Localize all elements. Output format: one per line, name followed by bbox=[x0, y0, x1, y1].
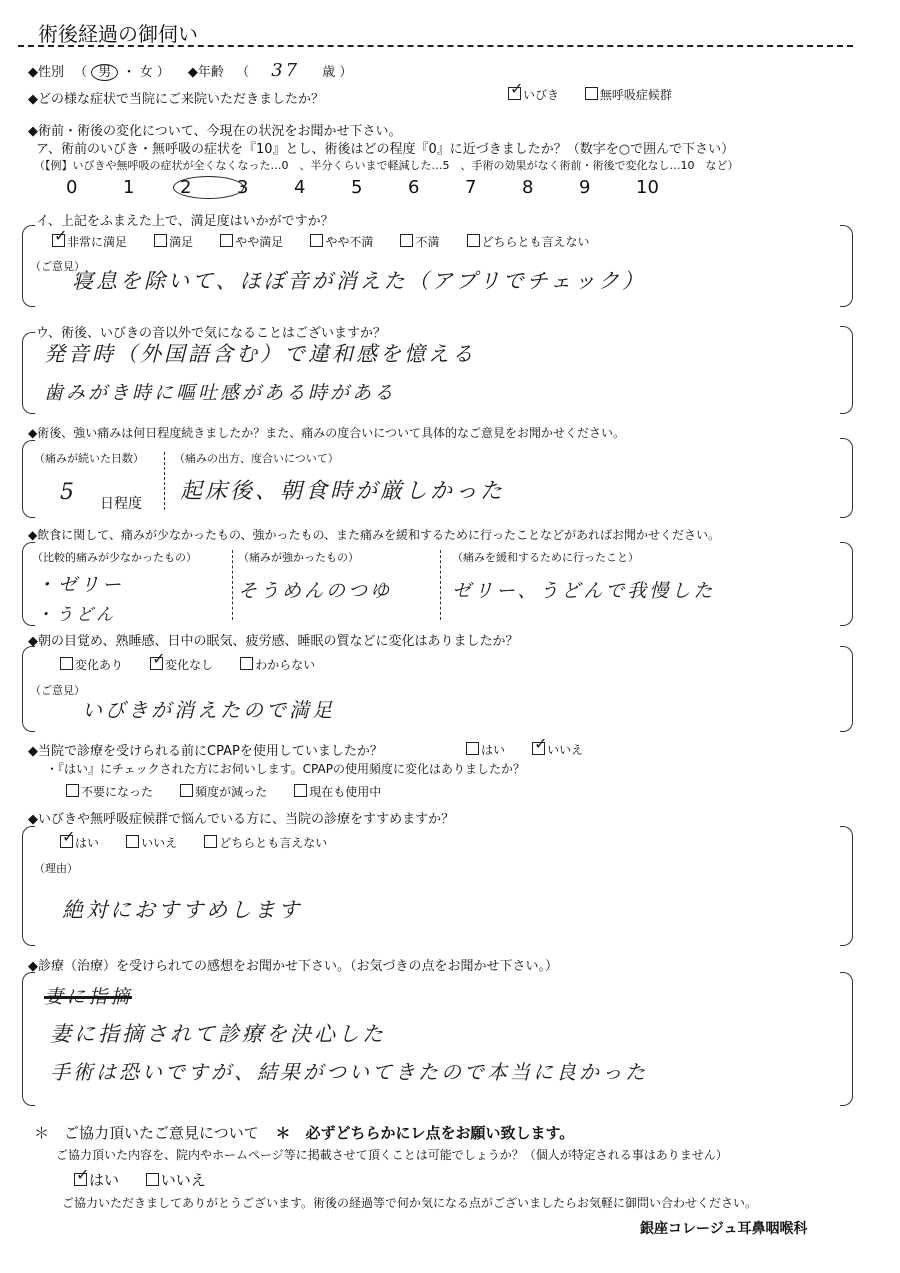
recommend-no-checkbox[interactable] bbox=[126, 835, 139, 848]
impression-struck-text: 妻に指摘 bbox=[44, 986, 133, 1008]
cpap-options bbox=[466, 739, 605, 758]
footer-thanks: ご協力いただきましてありがとうございます。術後の経過等で何か気になる点がございましたらお気軽に御問い合わせください。 bbox=[62, 1196, 758, 1210]
food-bracket-right bbox=[840, 542, 853, 626]
footer-options bbox=[74, 1169, 228, 1190]
food-col3-value[interactable]: ゼリー、うどんで我慢した bbox=[452, 580, 716, 602]
scale-3[interactable]: 3 bbox=[237, 177, 249, 198]
satisfaction-bracket-right bbox=[840, 225, 853, 307]
recommend-reason-label: （理由） bbox=[34, 862, 78, 875]
cpap-reduced-checkbox[interactable] bbox=[180, 784, 193, 797]
pain-degree-value[interactable]: 起床後、朝食時が厳しかった bbox=[180, 479, 506, 504]
recommend-yes-label: はい bbox=[75, 836, 100, 850]
sleep-changed-label: 変化あり bbox=[75, 658, 124, 672]
sleep-opinion[interactable]: いびきが消えたので満足 bbox=[82, 698, 335, 722]
cpap-still-using-checkbox[interactable] bbox=[294, 784, 307, 797]
recommend-bracket-left bbox=[22, 826, 35, 946]
cpap-sub-question: ・『はい』にチェックされた方にお伺いします。CPAPの使用頻度に変化はありましたか？ bbox=[46, 762, 525, 776]
publish-yes-checkbox[interactable] bbox=[74, 1173, 87, 1186]
other-question: ウ、術後、いびきの音以外で気になることはございますか？ bbox=[36, 326, 386, 341]
food-col1-label: （比較的痛みが少なかったもの） bbox=[32, 551, 197, 564]
gender-label: ◆性別 bbox=[28, 65, 64, 80]
sleep-unknown-checkbox[interactable] bbox=[240, 657, 253, 670]
sat-neutral-checkbox[interactable] bbox=[467, 234, 480, 247]
scale-9[interactable]: 9 bbox=[579, 177, 591, 198]
recommend-yes-checkbox[interactable] bbox=[60, 835, 73, 848]
food-col1-value2[interactable]: ・うどん bbox=[36, 605, 116, 625]
sat-somewhat-satisfied-checkbox[interactable] bbox=[220, 234, 233, 247]
age-label: ◆年齢 bbox=[187, 65, 224, 80]
age-value[interactable]: 37 bbox=[271, 60, 301, 81]
cpap-sub-options bbox=[66, 781, 403, 800]
food-divider-2 bbox=[440, 550, 441, 620]
scale-5[interactable]: 5 bbox=[351, 177, 363, 198]
gender-separator: ・ bbox=[122, 65, 136, 80]
impression-line2[interactable]: 手術は恐いですが、結果がついてきたので本当に良かった bbox=[50, 1060, 648, 1084]
sat-dissatisfied-label: 不満 bbox=[415, 235, 440, 249]
sat-very-satisfied-checkbox[interactable] bbox=[52, 234, 65, 247]
basic-info-row: ◆性別 （ 男 ・ 女 ） ◆年齢 （ 37 歳 ） bbox=[28, 60, 353, 81]
impression-question: ◆診療（治療）を受けられての感想をお聞かせ下さい。（お気づきの点をお聞かせ下さい。） bbox=[28, 959, 558, 974]
impression-line1[interactable]: 妻に指摘されて診療を決心した bbox=[50, 1022, 386, 1046]
sleep-opinion-label: （ご意見） bbox=[30, 684, 85, 697]
satisfaction-opinion-label: （ご意見） bbox=[30, 260, 85, 273]
change-question: ◆術前・術後の変化について、今現在の状況をお聞かせ下さい。 bbox=[28, 124, 402, 139]
change-scale bbox=[66, 176, 693, 199]
sleep-unknown-label: わからない bbox=[255, 658, 316, 672]
sleep-unchanged-label: 変化なし bbox=[165, 658, 214, 672]
other-bracket-right bbox=[840, 326, 853, 414]
page-title: 術後経過の御伺い bbox=[38, 22, 198, 46]
recommend-neutral-checkbox[interactable] bbox=[204, 835, 217, 848]
satisfaction-question: イ、上記をふまえた上で、満足度はいかがですか？ bbox=[36, 214, 334, 229]
scale-1[interactable]: 1 bbox=[123, 177, 135, 198]
clinic-name: 銀座コレージュ耳鼻咽喉科 bbox=[640, 1221, 808, 1237]
cpap-reduced-label: 頻度が減った bbox=[195, 785, 268, 799]
cpap-unneeded-label: 不要になった bbox=[81, 785, 154, 799]
sleep-changed-checkbox[interactable] bbox=[60, 657, 73, 670]
scale-6[interactable]: 6 bbox=[408, 177, 420, 198]
pain-question: ◆術後、強い痛みは何日程度続きましたか？また、痛みの度合いについて具体的なご意見をお聞かせください。 bbox=[28, 426, 625, 440]
publish-no-checkbox[interactable] bbox=[146, 1173, 159, 1186]
pain-days-unit: 日程度 bbox=[100, 496, 142, 512]
scale-4[interactable]: 4 bbox=[294, 177, 306, 198]
sat-dissatisfied-checkbox[interactable] bbox=[400, 234, 413, 247]
scale-10[interactable]: 10 bbox=[636, 177, 659, 198]
cpap-yes-checkbox[interactable] bbox=[466, 742, 479, 755]
pain-days-value[interactable]: 5 bbox=[60, 480, 77, 505]
scale-8[interactable]: 8 bbox=[522, 177, 534, 198]
other-concern-line2[interactable]: 歯みがき時に嘔吐感がある時がある bbox=[44, 382, 397, 404]
pain-days-label: （痛みが続いた日数） bbox=[34, 452, 144, 465]
satisfaction-opinion[interactable]: 寝息を除いて、ほぼ音が消えた（アプリでチェック） bbox=[72, 269, 647, 293]
scale-0[interactable]: 0 bbox=[66, 177, 78, 198]
food-divider-1 bbox=[232, 550, 233, 620]
other-bracket-left bbox=[22, 332, 35, 414]
recommend-options bbox=[60, 832, 349, 851]
symptom-apnea-checkbox[interactable] bbox=[585, 87, 598, 100]
satisfaction-options bbox=[52, 231, 612, 250]
food-col1-value1[interactable]: ・ゼリー bbox=[36, 574, 125, 596]
impression-bracket-right bbox=[840, 972, 853, 1106]
change-sub-a: ア、術前のいびき・無呼吸の症状を『10』とし、術後はどの程度『0』に近づきましたか？（数字を○で囲んで下さい） bbox=[36, 142, 735, 157]
scale-7[interactable]: 7 bbox=[465, 177, 477, 198]
sat-satisfied-label: 満足 bbox=[169, 235, 194, 249]
gender-female-option[interactable]: 女 bbox=[139, 65, 153, 80]
impression-bracket-left bbox=[22, 972, 35, 1106]
symptom-snoring-checkbox[interactable] bbox=[508, 87, 521, 100]
sat-satisfied-checkbox[interactable] bbox=[154, 234, 167, 247]
scale-2-selected[interactable]: 2 bbox=[180, 176, 237, 199]
sat-neutral-label: どちらとも言えない bbox=[481, 235, 590, 249]
publish-no-label: いいえ bbox=[160, 1171, 206, 1189]
recommend-reason[interactable]: 絶対におすすめします bbox=[62, 898, 303, 922]
recommend-no-label: いいえ bbox=[141, 836, 178, 850]
footer-heading-1: ＊ ご協力頂いたご意見について bbox=[34, 1124, 259, 1142]
recommend-neutral-label: どちらとも言えない bbox=[219, 836, 328, 850]
cpap-still-using-label: 現在も使用中 bbox=[309, 785, 382, 799]
age-unit: 歳 bbox=[322, 65, 336, 80]
recommend-bracket-right bbox=[840, 826, 853, 946]
gender-male-option[interactable]: 男 bbox=[91, 64, 118, 81]
pain-degree-label: （痛みの出方、度合いについて） bbox=[174, 452, 339, 465]
symptom-snoring-label: いびき bbox=[523, 88, 560, 102]
sleep-options bbox=[60, 654, 337, 673]
sat-somewhat-satisfied-label: やや満足 bbox=[235, 235, 284, 249]
other-concern-line1[interactable]: 発音時（外国語含む）で違和感を憶える bbox=[44, 342, 476, 366]
food-col3-label: （痛みを緩和するために行ったこと） bbox=[452, 551, 639, 564]
sleep-unchanged-checkbox[interactable] bbox=[150, 657, 163, 670]
sat-somewhat-dissatisfied-label: やや不満 bbox=[325, 235, 374, 249]
sat-very-satisfied-label: 非常に満足 bbox=[67, 235, 128, 249]
symptom-options bbox=[508, 86, 694, 103]
publish-yes-label: はい bbox=[89, 1171, 120, 1189]
sleep-bracket-right bbox=[840, 646, 853, 732]
title-divider bbox=[18, 45, 853, 47]
cpap-no-label: いいえ bbox=[547, 743, 584, 757]
footer-heading bbox=[34, 1122, 574, 1143]
food-col2-label: （痛みが強かったもの） bbox=[238, 551, 359, 564]
symptom-apnea-label: 無呼吸症候群 bbox=[599, 88, 672, 102]
sat-somewhat-dissatisfied-checkbox[interactable] bbox=[310, 234, 323, 247]
footer-heading-2: ＊ 必ずどちらかにレ点をお願い致します。 bbox=[275, 1124, 575, 1142]
pain-bracket-right bbox=[840, 438, 853, 518]
cpap-no-checkbox[interactable] bbox=[532, 742, 545, 755]
footer-question: ご協力頂いた内容を、院内やホームページ等に掲載させて頂くことは可能でしょうか？（個人が特定される事はありません） bbox=[56, 1148, 728, 1162]
food-col2-value[interactable]: そうめんのつゆ bbox=[238, 580, 393, 602]
pain-divider bbox=[164, 452, 165, 510]
recommend-question: ◆いびきや無呼吸症候群で悩んでいる方に、当院の診療をすすめますか？ bbox=[28, 812, 455, 827]
change-example: （【例】いびきや無呼吸の症状が全くなくなった…0 、半分くらいまで軽減した…5 、手術の効果がなく術前・術後で変化なし…10 など） bbox=[34, 159, 739, 172]
cpap-yes-label: はい bbox=[481, 743, 506, 757]
sleep-question: ◆朝の目覚め、熟睡感、日中の眠気、疲労感、睡眠の質などに変化はありましたか？ bbox=[28, 634, 519, 649]
cpap-question: ◆当院で診療を受けられる前にCPAPを使用していましたか？ bbox=[28, 744, 383, 759]
cpap-unneeded-checkbox[interactable] bbox=[66, 784, 79, 797]
symptom-question: ◆どの様な症状で当院にご来院いただきましたか？ bbox=[28, 92, 324, 107]
food-question: ◆飲食に関して、痛みが少なかったもの、強かったもの、また痛みを緩和するために行ったことなどがあればお聞かせください。 bbox=[28, 528, 721, 542]
